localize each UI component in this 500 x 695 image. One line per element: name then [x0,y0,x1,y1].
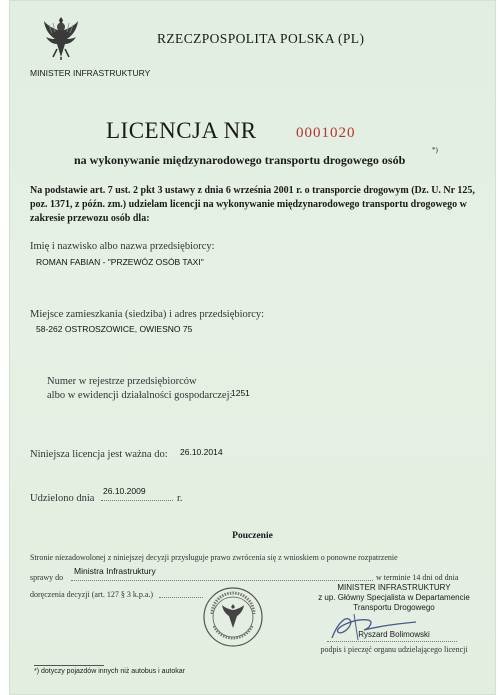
signatory-line-1: MINISTER INFRASTRUKTURY [337,583,451,592]
licence-document [9,0,496,695]
address-label: Miejsce zamieszkania (siedziba) i adres przedsiębiorcy: [30,309,265,320]
instruction-dotted-line-2 [159,597,203,598]
licence-subtitle: na wykonywanie międzynarodowego transportu drogowego osób [74,153,406,167]
official-seal-icon [202,586,264,648]
handwritten-signature-icon [324,608,444,648]
instruction-line-2-prefix: sprawy do [30,573,64,582]
issued-value: 26.10.2009 [103,486,146,496]
issued-label: Udzielono dnia [30,493,95,504]
issued-suffix: r. [177,493,183,504]
name-label: Imię i nazwisko albo nazwa przedsiębiorcy: [30,241,215,252]
instruction-line-2-suffix: w terminie 14 dni od dnia [376,573,459,582]
signatory-line-2: z up. Główny Specjalista w Departamencie [318,593,470,602]
licence-title: LICENCJA NR [106,118,257,143]
signer-role: podpis i pieczęć organu udzielającego licencji [320,645,468,654]
footnote-text: *) dotyczy pojazdów innych niż autobus i autokar [34,668,185,675]
licence-number: 0001020 [296,125,356,141]
instruction-dotted-line [71,580,373,581]
instruction-line-1: Stronie niezadowolonej z niniejszej decyzji przysługuje prawo zwrócenia się z wnioskiem o ponowne rozpatrzenie [30,553,398,562]
name-value: ROMAN FABIAN - "PRZEWÓZ OSÓB TAXI" [36,257,204,267]
valid-until-value: 26.10.2014 [180,447,223,457]
ministry-name: MINISTER INFRASTRUKTURY [30,68,151,78]
signer-dotted-line [327,641,457,642]
valid-until-label: Niniejsza licencja jest ważna do: [30,449,168,460]
instruction-line-3: doręczenia decyzji (art. 127 § 3 k.p.a.) [30,590,154,599]
issued-dotted-line [101,500,173,501]
signatory-line-3: Transportu Drogowego [353,603,435,612]
registry-label-2: albo w ewidencji działalności gospodarczej: [47,390,233,401]
registry-label-1: Numer w rejestrze przedsiębiorców [47,376,197,387]
eagle-emblem-icon [43,17,79,61]
registry-value: 1251 [231,388,250,398]
instruction-authority: Ministra Infrastruktury [74,566,156,576]
address-value: 58-262 OSTROSZOWICE, OWIESNO 75 [36,324,193,334]
instruction-title: Pouczenie [232,531,273,541]
footnote-rule [34,665,104,666]
country-title: RZECZPOSPOLITA POLSKA (PL) [157,31,365,46]
footnote-mark: *) [432,146,438,154]
signer-name: Ryszard Bolimowski [358,630,430,639]
legal-basis: Na podstawie art. 7 ust. 2 pkt 3 ustawy z dnia 6 września 2001 r. o transporcie drogowym (Dz. U. Nr 125, poz. 1371, z późn. zm.) udzielam licencji na wykonywanie międzynarodowego transportu drogowego w zakresie przewozu osób dla: [30,185,475,224]
